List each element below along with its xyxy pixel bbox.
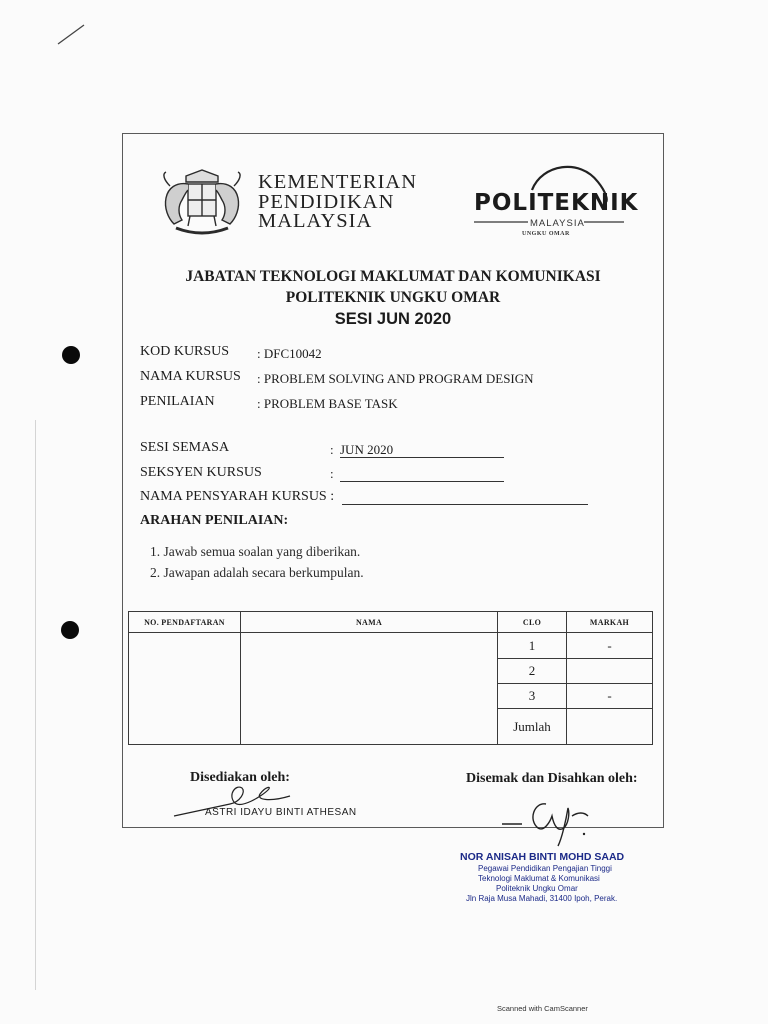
session-title: SESI JUN 2020 [334,310,452,328]
pen-mark [56,22,86,46]
stamp-line: Teknologi Maklumat & Komunikasi [478,874,600,883]
punch-hole [62,346,80,364]
col-header-clo: CLO [498,612,567,633]
stamp-line: Politeknik Ungku Omar [496,884,578,893]
marks-table [128,611,653,745]
clo-cell: 2 [498,658,567,683]
polytechnic-title: POLITEKNIK UNGKU OMAR [285,289,501,306]
ministry-line: PENDIDIKAN [258,190,395,213]
col-header-marks: MARKAH [567,612,653,633]
registration-cell [129,633,241,745]
course-code-value: : DFC10042 [257,346,322,361]
instruction-item: 1. Jawab semua soalan yang diberikan. [150,544,361,559]
semester-colon: : [330,442,334,457]
semester-value: JUN 2020 [340,442,394,457]
instructions-title: ARAHAN PENILAIAN: [140,513,289,528]
scanner-watermark: Scanned with CamScanner [497,1004,588,1013]
marks-cell: - [567,633,653,658]
approved-signature [498,798,594,848]
approved-by-label: Disemak dan Disahkan oleh: [466,771,638,786]
semester-field-line [340,457,504,458]
instruction-item: 2. Jawapan adalah secara berkumpulan. [150,565,364,580]
marks-cell [567,658,653,683]
course-name-label: NAMA KURSUS [140,369,241,384]
prepared-by-label: Disediakan oleh: [190,770,290,785]
page-edge-shadow [35,420,36,990]
clo-cell: 1 [498,633,567,658]
course-name-value: : PROBLEM SOLVING AND PROGRAM DESIGN [257,371,534,386]
section-label: SEKSYEN KURSUS [140,465,262,480]
total-marks-cell [567,709,653,745]
coat-of-arms-icon [156,168,248,240]
section-colon: : [330,466,334,481]
stamp-line: Pegawai Pendidikan Pengajian Tinggi [478,864,612,873]
section-field-line [340,481,504,482]
assessment-label: PENILAIAN [140,394,215,409]
ministry-name [258,173,417,232]
clo-cell: 3 [498,684,567,709]
total-label-cell: Jumlah [498,709,567,745]
lecturer-label: NAMA PENSYARAH KURSUS : [140,489,335,504]
politeknik-campus: UNGKU OMAR [522,231,570,237]
ministry-line: MALAYSIA [258,210,373,232]
department-title: JABATAN TEKNOLOGI MAKLUMAT DAN KOMUNIKASI [185,268,601,285]
punch-hole [61,621,79,639]
politeknik-wordmark: POLITEKNIK [474,190,639,216]
lecturer-field-line [342,504,588,505]
col-header-name: NAMA [241,612,498,633]
prepared-by-name: ASTRI IDAYU BINTI ATHESAN [205,807,357,818]
politeknik-country: MALAYSIA [530,218,585,229]
name-cell [241,633,498,745]
semester-label: SESI SEMASA [140,440,230,455]
assessment-value: : PROBLEM BASE TASK [257,396,398,411]
stamp-line: Jln Raja Musa Mahadi, 31400 Ipoh, Perak. [466,894,618,903]
ministry-line: KEMENTERIAN [258,171,418,193]
marks-cell: - [567,684,653,709]
stamp-name: NOR ANISAH BINTI MOHD SAAD [460,851,625,863]
col-header-registration: NO. PENDAFTARAN [129,612,241,633]
course-code-label: KOD KURSUS [140,344,230,359]
